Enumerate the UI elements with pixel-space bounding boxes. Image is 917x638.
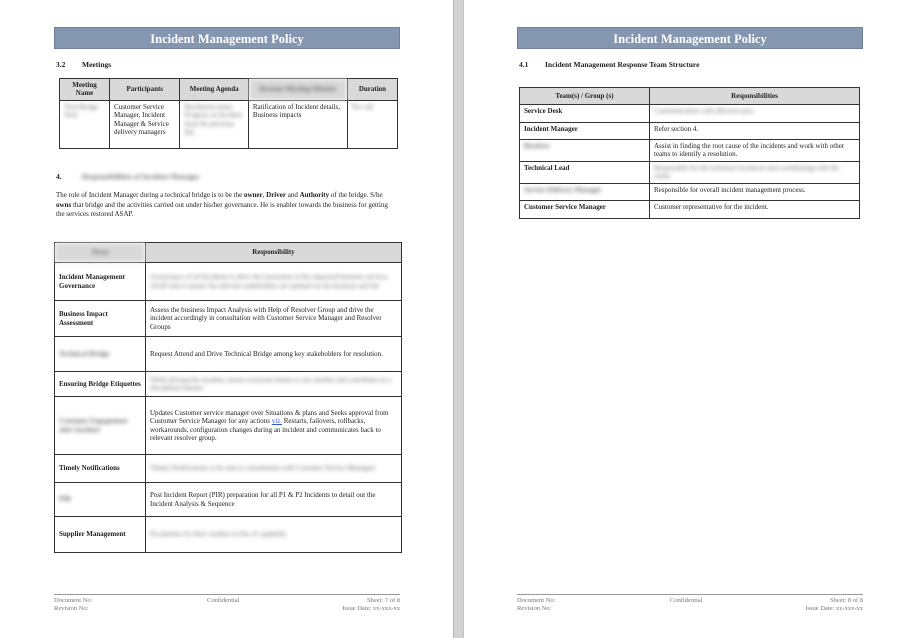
section-number: 4. bbox=[56, 172, 62, 181]
col-agenda: Meeting Agenda bbox=[180, 79, 248, 101]
table-row bbox=[55, 517, 402, 553]
resp-cell: Customer representative for the incident. bbox=[650, 200, 860, 218]
text-run: , bbox=[262, 191, 267, 199]
team-structure-table bbox=[519, 87, 860, 219]
col-responsibility: Responsibility bbox=[146, 243, 402, 263]
area-cell: Technical Bridge bbox=[55, 337, 146, 372]
footer-right bbox=[805, 597, 863, 613]
footer-rule bbox=[517, 594, 863, 595]
role-paragraph bbox=[56, 191, 398, 220]
resp-cell: Post Incident Report (PIR) preparation for all P1 & P2 Incidents to detail out the Incident Analysis & Sequence bbox=[146, 483, 402, 517]
section-heading-4-1 bbox=[519, 60, 699, 69]
section-number: 4.1 bbox=[519, 60, 529, 69]
resp-cell: While driving the incident, ensure everyone listens to one another and contributes in a disciplined manner bbox=[146, 372, 402, 397]
area-cell: Customer Engagement after Incident bbox=[55, 397, 146, 455]
team-cell: Service Desk bbox=[520, 105, 650, 123]
confidential-label: Confidential bbox=[670, 597, 703, 604]
text-run: Updates Customer service manager over Situations & plans and Seeks approval from Customer Service Manager for any actions bbox=[150, 408, 389, 426]
text-run: Restarts, failovers, rollbacks, workarounds, configuration changes during an incident and communicates back to relevant resolver group. bbox=[150, 417, 381, 442]
table-row bbox=[55, 301, 402, 337]
section-title: Responsibilities of Incident Manager bbox=[82, 172, 200, 181]
resp-cell: Assist in finding the root cause of the incidents and work with other teams to identify a resolution. bbox=[650, 140, 860, 162]
duration-cell: Per call bbox=[347, 100, 397, 148]
document-page-8 bbox=[464, 0, 917, 638]
resp-cell: Refer section 4. bbox=[650, 123, 860, 140]
responsibility-table bbox=[54, 242, 402, 553]
agenda-cell: Resolution status Progress on Incident from the previous day bbox=[180, 100, 248, 148]
footer-right bbox=[342, 597, 400, 613]
text-run: The role of Incident Manager during a technical bridge is to be the bbox=[56, 191, 244, 199]
meeting-name-cell: Tech Bridge Tech bbox=[60, 100, 110, 148]
participants-cell: Customer Service Manager, Incident Manager & Service delivery managers bbox=[110, 100, 180, 148]
team-cell: Incident Manager bbox=[520, 123, 650, 140]
document-number: Document No: bbox=[517, 597, 556, 604]
resp-cell: Communication with affected users bbox=[650, 105, 860, 123]
footer-left bbox=[54, 597, 92, 613]
area-cell: Timely Notifications bbox=[55, 455, 146, 483]
document-page-7 bbox=[0, 0, 453, 638]
table-row bbox=[520, 162, 860, 184]
resp-cell: Responsible for the technical resolution and coordinating with the teams bbox=[650, 162, 860, 184]
table-row bbox=[520, 105, 860, 123]
document-number: Document No: bbox=[54, 597, 93, 604]
text-run: Driver bbox=[266, 191, 286, 199]
text-run: that bridge and the activities carried out under his/her governance. He is enabler towards the business for getting the services restored ASAP. bbox=[56, 200, 388, 218]
col-participants: Participants bbox=[110, 79, 180, 101]
text-run: Authority bbox=[299, 191, 330, 199]
col-minutes: Reasons Meeting Minutes bbox=[248, 79, 347, 101]
revision-number: Revision No: bbox=[517, 605, 552, 612]
resp-cell: Escalations for their vendors in lieu of capability bbox=[146, 517, 402, 553]
sheet-number: Sheet: 8 of 8 bbox=[829, 597, 863, 604]
section-heading-meetings bbox=[56, 60, 111, 69]
minutes-cell: Ratification of Incident details, Business impacts bbox=[248, 100, 347, 148]
meetings-table bbox=[59, 78, 398, 149]
table-row bbox=[55, 397, 402, 455]
col-team: Team(s) / Group (s) bbox=[520, 88, 650, 105]
table-row bbox=[55, 337, 402, 372]
resp-cell: Request Attend and Drive Technical Bridge among key stakeholders for resolution. bbox=[146, 337, 402, 372]
table-row bbox=[55, 263, 402, 301]
area-cell: Ensuring Bridge Etiquettes bbox=[55, 372, 146, 397]
team-cell: Customer Service Manager bbox=[520, 200, 650, 218]
text-run: of the bridge. S/he bbox=[329, 191, 383, 199]
team-cell: Resolver bbox=[520, 140, 650, 162]
text-run: owner bbox=[243, 191, 263, 199]
issue-date: Issue Date: xx-xxx-xx bbox=[805, 605, 863, 612]
resp-cell bbox=[146, 397, 402, 455]
text-run: owns bbox=[56, 200, 72, 209]
area-cell: Supplier Management bbox=[55, 517, 146, 553]
table-row bbox=[520, 183, 860, 200]
footer-rule bbox=[54, 594, 400, 595]
resp-cell: Timely Notifications to be sent in consultation with Customer Service Managers bbox=[146, 455, 402, 483]
area-cell: Incident Management Governance bbox=[55, 263, 146, 301]
section-title: Incident Management Response Team Structure bbox=[545, 60, 700, 69]
table-row bbox=[55, 483, 402, 517]
section-number: 3.2 bbox=[56, 60, 66, 69]
col-duration: Duration bbox=[347, 79, 397, 101]
confidential-label: Confidential bbox=[207, 597, 240, 604]
table-row bbox=[520, 200, 860, 218]
section-title: Meetings bbox=[82, 60, 112, 69]
col-responsibilities: Responsibilities bbox=[650, 88, 860, 105]
sheet-number: Sheet: 7 of 8 bbox=[366, 597, 400, 604]
revision-number: Revision No: bbox=[54, 605, 89, 612]
team-cell: Service Delivery Manager bbox=[520, 183, 650, 200]
table-row bbox=[55, 372, 402, 397]
table-row bbox=[520, 123, 860, 140]
table-row bbox=[520, 140, 860, 162]
col-meeting-name: Meeting Name bbox=[60, 79, 110, 101]
col-areas: Areas bbox=[55, 243, 146, 263]
area-cell: PIR bbox=[55, 483, 146, 517]
footer-left bbox=[517, 597, 555, 613]
page-banner: Incident Management Policy bbox=[54, 27, 400, 49]
page-banner: Incident Management Policy bbox=[517, 27, 863, 49]
resp-cell: Responsible for overall incident management process. bbox=[650, 183, 860, 200]
issue-date: Issue Date: xx-xxx-xx bbox=[342, 605, 400, 612]
table-row bbox=[60, 100, 398, 148]
page-separator bbox=[453, 0, 464, 638]
area-cell: Business Impact Assessment bbox=[55, 301, 146, 337]
viz-link[interactable]: viz. bbox=[271, 417, 282, 426]
resp-cell: Assess the business Impact Analysis with Help of Resolver Group and drive the incident accordingly in consultation with Customer Service Manager and Resolver Groups bbox=[146, 301, 402, 337]
table-row bbox=[55, 455, 402, 483]
text-run: and bbox=[285, 191, 300, 199]
section-heading-4 bbox=[56, 172, 200, 181]
team-cell: Technical Lead bbox=[520, 162, 650, 184]
resp-cell: Governance of all Incidents to drive the restoration of the impacted business services ASAP and to ensure the relevant stakeholders are updated on the business and the bbox=[146, 263, 402, 301]
